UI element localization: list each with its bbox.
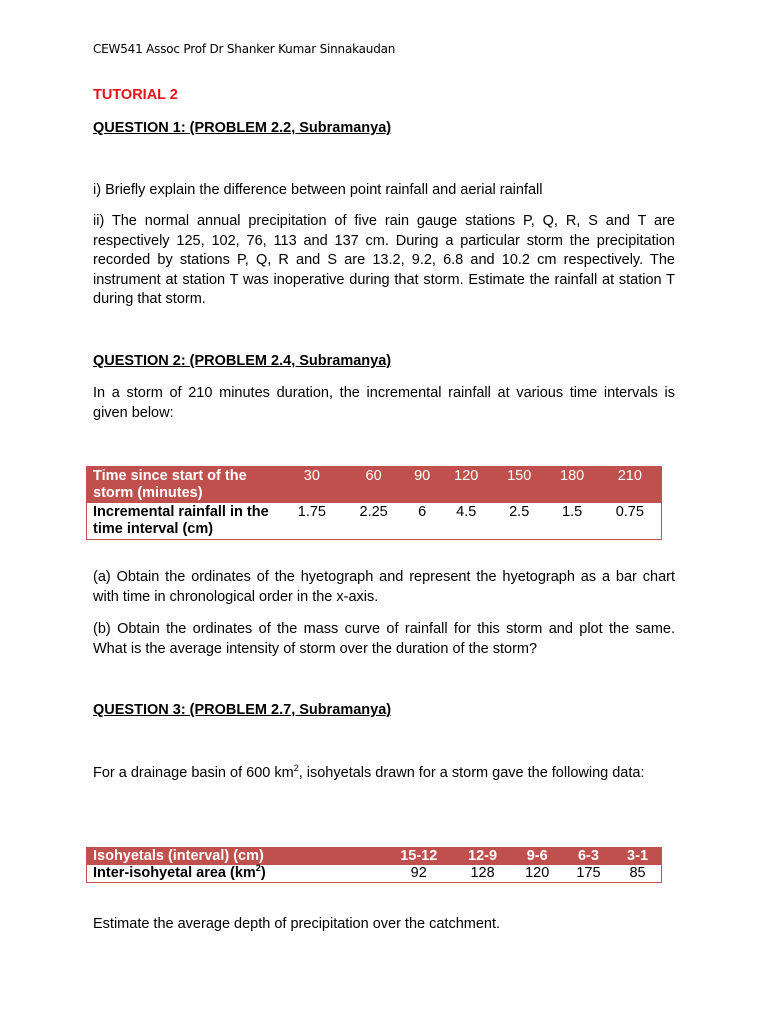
question-3-intro: [93, 764, 675, 784]
area-cell: 85: [629, 865, 646, 881]
question-2-heading: QUESTION 2: (PROBLEM 2.4, Subramanya): [93, 353, 392, 369]
area-label-text: Inter-isohyetal area (km: [93, 865, 256, 881]
rainfall-cell: 6: [418, 504, 427, 520]
area-cell: 175: [576, 865, 601, 881]
rainfall-row-label: Incremental rainfall in the time interval (cm): [93, 504, 269, 537]
time-cell: 210: [599, 467, 662, 504]
isohyetal-table: [86, 847, 662, 883]
question-3-outro: Estimate the average depth of precipitation over the catchment.: [93, 916, 501, 932]
interval-cell: 9-6: [512, 848, 563, 866]
area-label-text: ): [260, 865, 266, 881]
table-row: [87, 467, 662, 504]
area-cell: 120: [525, 865, 550, 881]
time-cell: 60: [343, 467, 405, 504]
interval-cell: 3-1: [614, 848, 661, 866]
interval-cell: 6-3: [563, 848, 614, 866]
area-row-label: [87, 865, 385, 883]
time-row-label: Time since start of the storm (minutes): [87, 467, 282, 504]
question-2-part-a: (a) Obtain the ordinates of the hyetograph and represent the hyetograph as a bar chart with time in chronological order in the x-axis.: [93, 569, 675, 605]
interval-cell: 15-12: [384, 848, 454, 866]
table-row: [87, 865, 662, 883]
rainfall-cell: 2.25: [359, 504, 388, 520]
rainfall-table: [86, 466, 662, 540]
time-cell: 120: [440, 467, 493, 504]
page-header: CEW541 Assoc Prof Dr Shanker Kumar Sinnakaudan: [93, 42, 396, 56]
rainfall-cell: 0.75: [615, 504, 644, 520]
intro-text: , isohyetals drawn for a storm gave the following data:: [298, 765, 645, 781]
time-cell: 180: [546, 467, 599, 504]
intro-superscript: 2: [293, 763, 299, 774]
time-cell: 90: [405, 467, 440, 504]
question-1-part-ii: ii) The normal annual precipitation of five rain gauge stations P, Q, R, S and T are respectively 125, 102, 76, 113 and 137 cm. During a particular storm the precipitation recorded by stations P, Q, R and S are 13.2, 9.2, 6.8 and 10.2 cm respectively. The instrument at station T was inoperative during that storm. Estimate the rainfall at station T during that storm.: [93, 213, 675, 307]
question-1-heading: QUESTION 1: (PROBLEM 2.2, Subramanya): [93, 120, 392, 136]
area-label-superscript: 2: [255, 863, 261, 874]
rainfall-cell: 4.5: [456, 504, 477, 520]
question-1-part-i: i) Briefly explain the difference between point rainfall and aerial rainfall: [93, 182, 543, 198]
rainfall-cell: 2.5: [509, 504, 530, 520]
question-2-intro: In a storm of 210 minutes duration, the incremental rainfall at various time intervals is given below:: [93, 385, 675, 421]
tutorial-title: TUTORIAL 2: [93, 87, 178, 103]
rainfall-cell: 1.5: [562, 504, 583, 520]
table-row: [87, 848, 662, 866]
question-2-part-b: (b) Obtain the ordinates of the mass curve of rainfall for this storm and plot the same. What is the average intensity of storm over the duration of the storm?: [93, 621, 675, 657]
interval-row-label: Isohyetals (interval) (cm): [87, 848, 385, 866]
area-cell: 128: [470, 865, 495, 881]
time-cell: 150: [493, 467, 546, 504]
time-cell: 30: [281, 467, 343, 504]
question-3-heading: QUESTION 3: (PROBLEM 2.7, Subramanya): [93, 702, 392, 718]
interval-cell: 12-9: [454, 848, 512, 866]
rainfall-cell: 1.75: [297, 504, 326, 520]
intro-text: For a drainage basin of 600 km: [93, 765, 294, 781]
area-cell: 92: [410, 865, 427, 881]
table-row: [87, 503, 662, 540]
